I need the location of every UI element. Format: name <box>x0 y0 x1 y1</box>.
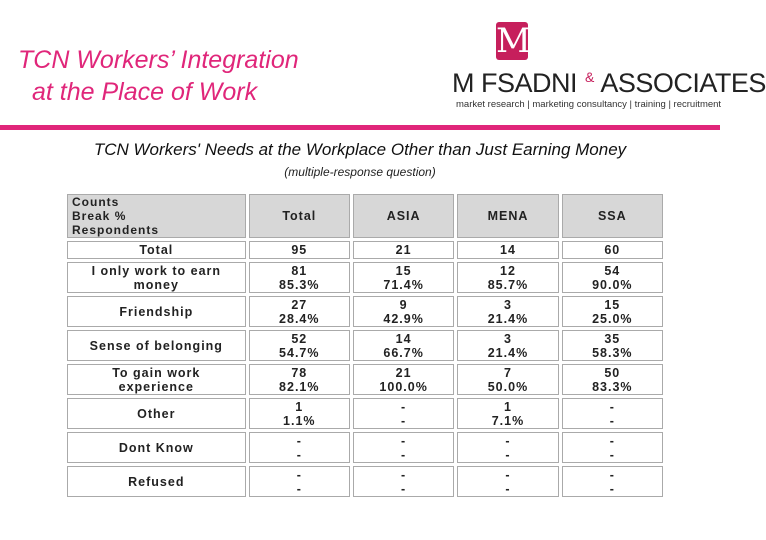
table-note: (multiple-response question) <box>284 165 436 179</box>
cell-percent: 82.1% <box>279 379 320 394</box>
table-cell <box>457 432 558 463</box>
slide-title <box>18 44 299 108</box>
table-cell <box>562 398 663 429</box>
logo-mark-letter: M <box>496 21 531 61</box>
table-cell <box>353 262 454 293</box>
cell-percent: 50.0% <box>487 379 529 394</box>
table-row <box>67 364 663 395</box>
cell-count: 7 <box>503 365 512 380</box>
cell-count: 15 <box>604 297 621 312</box>
table-cell: 14 <box>457 241 558 259</box>
table-row <box>67 466 663 497</box>
cell-percent: 90.0% <box>592 277 633 292</box>
cell-count: - <box>296 433 302 448</box>
table-cell <box>457 398 558 429</box>
cell-count: - <box>296 467 302 482</box>
company-logo <box>452 18 766 114</box>
slide-title-line-1: TCN Workers’ Integration <box>18 46 299 74</box>
cell-percent: 100.0% <box>379 379 428 394</box>
cell-count: - <box>401 433 407 448</box>
table-cell <box>562 296 663 327</box>
logo-company-name <box>452 68 766 99</box>
cell-count: 21 <box>395 365 412 380</box>
table-cell <box>249 262 350 293</box>
cell-percent: - <box>296 447 302 462</box>
header-row <box>67 194 663 238</box>
cell-count: 14 <box>395 331 412 346</box>
cell-count: 15 <box>395 263 412 278</box>
table-cell: 95 <box>249 241 350 259</box>
table-row <box>67 398 663 429</box>
cell-count: - <box>401 467 407 482</box>
corner-line: Respondents <box>72 223 160 237</box>
cell-count: 35 <box>604 331 621 346</box>
table-cell <box>249 432 350 463</box>
cell-count: 81 <box>291 263 308 278</box>
row-label-line: money <box>133 277 179 292</box>
logo-mark-icon <box>496 21 531 61</box>
table-cell <box>249 364 350 395</box>
cell-percent: 66.7% <box>383 345 424 360</box>
cell-percent: 25.0% <box>592 311 633 326</box>
table-cell <box>457 466 558 497</box>
corner-line: Break % <box>72 209 127 223</box>
row-label-line: Refused <box>128 474 185 489</box>
cell-count: - <box>505 467 511 482</box>
cell-percent: - <box>609 413 615 428</box>
slide-title-line-2: at the Place of Work <box>32 78 258 106</box>
column-header-total: Total <box>249 194 350 238</box>
row-label <box>67 466 246 497</box>
row-label <box>67 364 246 395</box>
cell-percent: - <box>401 447 407 462</box>
cell-percent: 83.3% <box>592 379 633 394</box>
row-label-line: To gain work <box>112 365 201 380</box>
cell-percent: - <box>505 481 511 496</box>
row-label-line: Friendship <box>119 304 194 319</box>
cell-percent: - <box>401 413 407 428</box>
header-divider <box>0 125 720 130</box>
logo-ampersand: & <box>585 69 594 85</box>
table-cell <box>353 432 454 463</box>
cell-percent: 1.1% <box>283 413 316 428</box>
table-cell <box>353 466 454 497</box>
table-cell <box>457 296 558 327</box>
cell-count: 3 <box>503 331 512 346</box>
column-header-asia: ASIA <box>353 194 454 238</box>
cell-percent: 42.9% <box>383 311 424 326</box>
table-cell <box>457 262 558 293</box>
table-cell <box>562 330 663 361</box>
cell-percent: 71.4% <box>383 277 424 292</box>
cell-count: - <box>609 433 615 448</box>
corner-cell <box>67 194 246 238</box>
table-cell <box>562 466 663 497</box>
total-row <box>67 241 663 259</box>
table-cell <box>249 330 350 361</box>
table-cell <box>562 432 663 463</box>
row-label-line: Other <box>137 406 176 421</box>
cell-count: 54 <box>604 263 621 278</box>
row-label: Total <box>67 241 246 259</box>
cell-percent: - <box>609 481 615 496</box>
cell-percent: 7.1% <box>491 413 525 428</box>
cell-count: - <box>505 433 511 448</box>
cell-count: 12 <box>500 263 516 278</box>
table-title: TCN Workers' Needs at the Workplace Other than Just Earning Money <box>93 140 627 159</box>
row-label-line: Dont Know <box>118 440 194 455</box>
cell-percent: - <box>296 481 302 496</box>
cell-percent: - <box>609 447 615 462</box>
table-cell <box>562 364 663 395</box>
corner-line: Counts <box>72 195 120 209</box>
table-row <box>67 432 663 463</box>
table-cell <box>353 364 454 395</box>
cell-count: 1 <box>295 399 304 414</box>
column-header-mena: MENA <box>457 194 558 238</box>
logo-name-left: M FSADNI <box>452 68 578 98</box>
cell-count: - <box>609 399 615 414</box>
row-label-line: experience <box>118 379 194 394</box>
cell-percent: 21.4% <box>487 345 529 360</box>
cell-percent: 21.4% <box>487 311 529 326</box>
table-cell <box>353 398 454 429</box>
cell-percent: - <box>401 481 407 496</box>
row-label <box>67 296 246 327</box>
table-cell <box>249 466 350 497</box>
cell-percent: 58.3% <box>592 345 633 360</box>
table-row <box>67 296 663 327</box>
table-cell <box>457 364 558 395</box>
table-cell <box>249 296 350 327</box>
logo-tagline: market research | marketing consultancy | training | recruitment <box>456 99 722 110</box>
row-label-line: Sense of belonging <box>89 338 223 353</box>
table-cell: 21 <box>353 241 454 259</box>
row-label <box>67 432 246 463</box>
table-cell <box>353 296 454 327</box>
cell-count: 3 <box>503 297 512 312</box>
results-table <box>64 191 666 500</box>
row-label-line: I only work to earn <box>91 263 222 278</box>
cell-count: 50 <box>604 365 621 380</box>
cell-percent: - <box>505 447 511 462</box>
cell-count: - <box>401 399 407 414</box>
cell-count: - <box>609 467 615 482</box>
column-header-ssa: SSA <box>562 194 663 238</box>
logo-name-right: ASSOCIATES <box>600 68 766 98</box>
table-row <box>67 330 663 361</box>
table-cell <box>249 398 350 429</box>
table-cell <box>562 262 663 293</box>
cell-percent: 54.7% <box>279 345 320 360</box>
cell-count: 9 <box>399 297 408 312</box>
row-label <box>67 330 246 361</box>
cell-percent: 85.3% <box>279 277 320 292</box>
cell-count: 1 <box>503 399 512 414</box>
cell-percent: 28.4% <box>279 311 320 326</box>
table-cell <box>457 330 558 361</box>
cell-count: 78 <box>291 365 308 380</box>
table-cell <box>353 330 454 361</box>
table-cell: 60 <box>562 241 663 259</box>
cell-count: 27 <box>291 297 308 312</box>
cell-count: 52 <box>291 331 308 346</box>
row-label <box>67 398 246 429</box>
row-label <box>67 262 246 293</box>
table-row <box>67 262 663 293</box>
cell-percent: 85.7% <box>487 277 529 292</box>
